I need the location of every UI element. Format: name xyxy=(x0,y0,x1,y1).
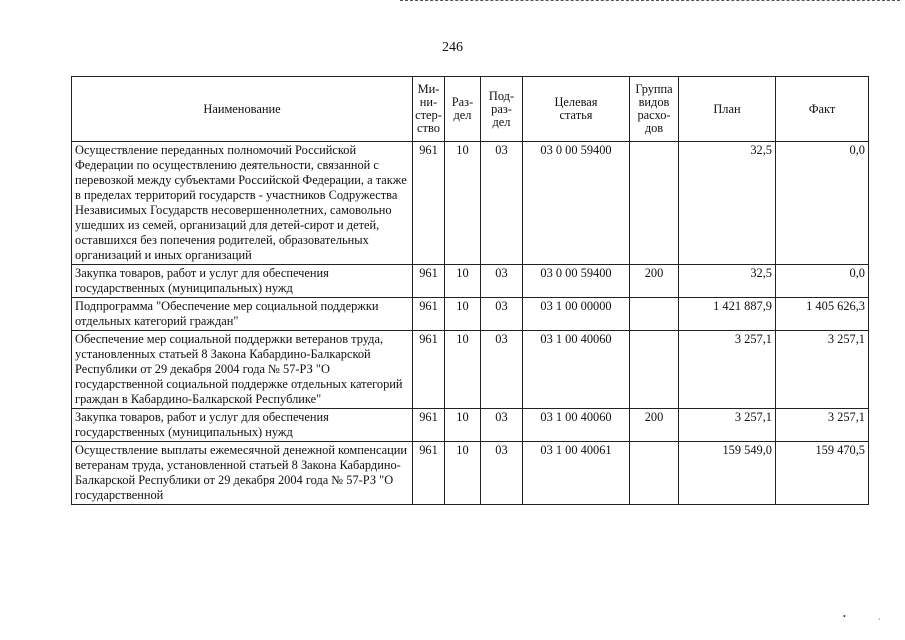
row-ministry: 961 xyxy=(413,298,445,331)
table-row xyxy=(72,331,869,409)
row-fact: 1 405 626,3 xyxy=(776,298,869,331)
header-target: Целевая статья xyxy=(523,77,630,142)
row-target: 03 0 00 59400 xyxy=(523,142,630,265)
row-section: 10 xyxy=(445,142,481,265)
row-expense-group xyxy=(630,298,679,331)
row-subsection: 03 xyxy=(481,442,523,505)
table-row xyxy=(72,265,869,298)
header-name: Наименование xyxy=(72,77,413,142)
row-ministry: 961 xyxy=(413,142,445,265)
row-plan: 1 421 887,9 xyxy=(679,298,776,331)
row-name: Закупка товаров, работ и услуг для обеспечения государственных (муниципальных) нужд xyxy=(72,265,413,298)
row-expense-group xyxy=(630,331,679,409)
page-number: 246 xyxy=(442,40,463,55)
table-row xyxy=(72,409,869,442)
row-name: Осуществление переданных полномочий Российской Федерации по осуществлению деятельности, связанной с перевозкой между субъектами Российской Федерации, а также в пределах территорий государств - участников Содружества Независимых Государств несовершеннолетних, самовольно ушедших из семей, организаций для детей-сирот и детей, оставшихся без попечения родителей, образовательных организаций и иных организаций xyxy=(72,142,413,265)
row-target: 03 1 00 40061 xyxy=(523,442,630,505)
table-row xyxy=(72,142,869,265)
table-header-row xyxy=(72,77,869,142)
scan-speck: · xyxy=(878,615,881,624)
row-target: 03 1 00 40060 xyxy=(523,409,630,442)
row-name: Подпрограмма "Обеспечение мер социальной поддержки отдельных категорий граждан" xyxy=(72,298,413,331)
table-row xyxy=(72,442,869,505)
row-expense-group xyxy=(630,442,679,505)
row-section: 10 xyxy=(445,442,481,505)
row-fact: 0,0 xyxy=(776,265,869,298)
row-target: 03 1 00 00000 xyxy=(523,298,630,331)
scan-speck: • xyxy=(843,612,846,621)
row-subsection: 03 xyxy=(481,409,523,442)
row-ministry: 961 xyxy=(413,331,445,409)
row-section: 10 xyxy=(445,265,481,298)
header-subsection: Под- раз- дел xyxy=(481,77,523,142)
row-expense-group: 200 xyxy=(630,409,679,442)
row-name: Закупка товаров, работ и услуг для обеспечения государственных (муниципальных) нужд xyxy=(72,409,413,442)
header-plan: План xyxy=(679,77,776,142)
row-subsection: 03 xyxy=(481,298,523,331)
table-row xyxy=(72,298,869,331)
row-section: 10 xyxy=(445,331,481,409)
row-plan: 3 257,1 xyxy=(679,409,776,442)
row-name: Осуществление выплаты ежемесячной денежной компенсации ветеранам труда, установленной статьей 8 Закона Кабардино-Балкарской Республики от 29 декабря 2004 года № 57-РЗ "О государственной xyxy=(72,442,413,505)
row-target: 03 0 00 59400 xyxy=(523,265,630,298)
row-plan: 32,5 xyxy=(679,142,776,265)
header-section: Раз- дел xyxy=(445,77,481,142)
row-target: 03 1 00 40060 xyxy=(523,331,630,409)
row-fact: 3 257,1 xyxy=(776,331,869,409)
header-fact: Факт xyxy=(776,77,869,142)
budget-table xyxy=(71,76,869,505)
row-ministry: 961 xyxy=(413,409,445,442)
row-ministry: 961 xyxy=(413,442,445,505)
row-fact: 3 257,1 xyxy=(776,409,869,442)
row-fact: 0,0 xyxy=(776,142,869,265)
header-ministry: Ми- ни- стер- ство xyxy=(413,77,445,142)
row-name: Обеспечение мер социальной поддержки ветеранов труда, установленных статьей 8 Закона Кабардино-Балкарской Республики от 29 декабря 2004 года № 57-РЗ "О государственной социальной поддержке отдельных категорий граждан в Кабардино-Балкарской Республике" xyxy=(72,331,413,409)
row-expense-group: 200 xyxy=(630,265,679,298)
row-subsection: 03 xyxy=(481,331,523,409)
header-expense-group: Группа видов расхо- дов xyxy=(630,77,679,142)
row-fact: 159 470,5 xyxy=(776,442,869,505)
row-plan: 32,5 xyxy=(679,265,776,298)
row-section: 10 xyxy=(445,409,481,442)
row-subsection: 03 xyxy=(481,265,523,298)
row-subsection: 03 xyxy=(481,142,523,265)
row-plan: 3 257,1 xyxy=(679,331,776,409)
row-ministry: 961 xyxy=(413,265,445,298)
row-section: 10 xyxy=(445,298,481,331)
row-plan: 159 549,0 xyxy=(679,442,776,505)
row-expense-group xyxy=(630,142,679,265)
top-edge-mark xyxy=(400,0,900,3)
